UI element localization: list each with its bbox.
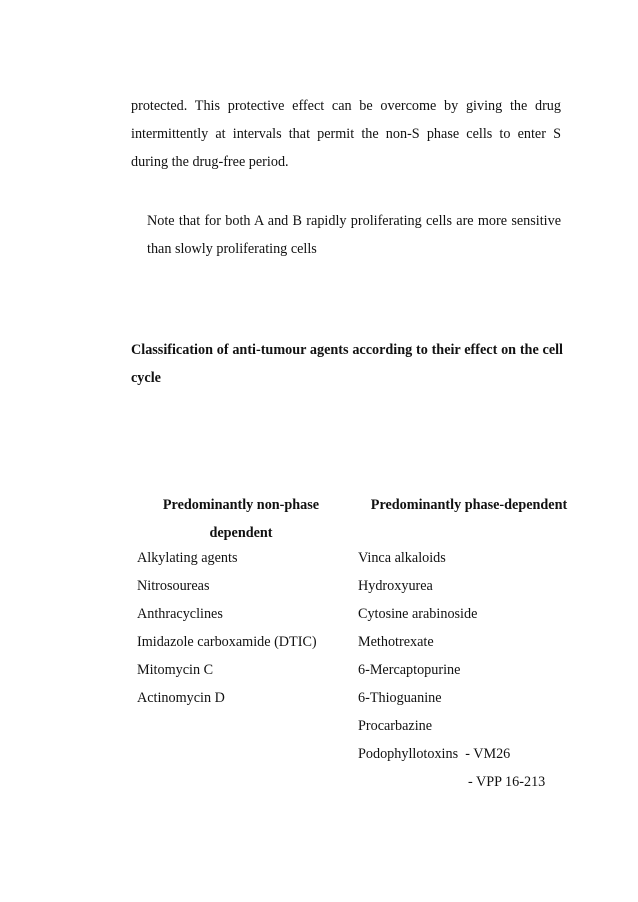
- list-item: Vinca alkaloids: [358, 550, 446, 566]
- note-paragraph: Note that for both A and B rapidly proliferating cells are more sensitive than slowly proliferating cells: [147, 213, 561, 257]
- list-item: Hydroxyurea: [358, 578, 433, 594]
- list-item: Mitomycin C: [137, 662, 214, 678]
- non-phase-dependent-heading-line1: Predominantly non-phase: [162, 497, 320, 513]
- phase-dependent-list: [358, 544, 510, 768]
- list-item: 6-Mercaptopurine: [358, 662, 461, 678]
- phase-dependent-heading: Predominantly phase-dependent: [370, 497, 568, 513]
- list-item: Actinomycin D: [137, 690, 225, 706]
- list-item: Procarbazine: [358, 718, 433, 734]
- list-item: 6-Thioguanine: [358, 690, 442, 706]
- list-item: Nitrosoureas: [137, 578, 210, 594]
- list-item: Imidazole carboxamide (DTIC): [137, 634, 317, 650]
- non-phase-dependent-list: [137, 544, 317, 712]
- body-paragraph: protected. This protective effect can be overcome by giving the drug intermittently at intervals that permit the non-S phase cells to enter S during the drug-free period.: [131, 98, 561, 170]
- list-item: Alkylating agents: [137, 550, 238, 566]
- list-item: Anthracyclines: [137, 606, 223, 622]
- non-phase-dependent-heading-line2: dependent: [209, 525, 273, 541]
- section-heading: Classification of anti-tumour agents according to their effect on the cell cycle: [131, 342, 563, 386]
- non-phase-dependent-heading: [138, 491, 344, 547]
- podophyllotoxin-sub-item: - VPP 16-213: [468, 774, 546, 790]
- list-item: Cytosine arabinoside: [358, 606, 478, 622]
- list-item: Methotrexate: [358, 634, 434, 650]
- list-item: Podophyllotoxins - VM26: [358, 746, 511, 762]
